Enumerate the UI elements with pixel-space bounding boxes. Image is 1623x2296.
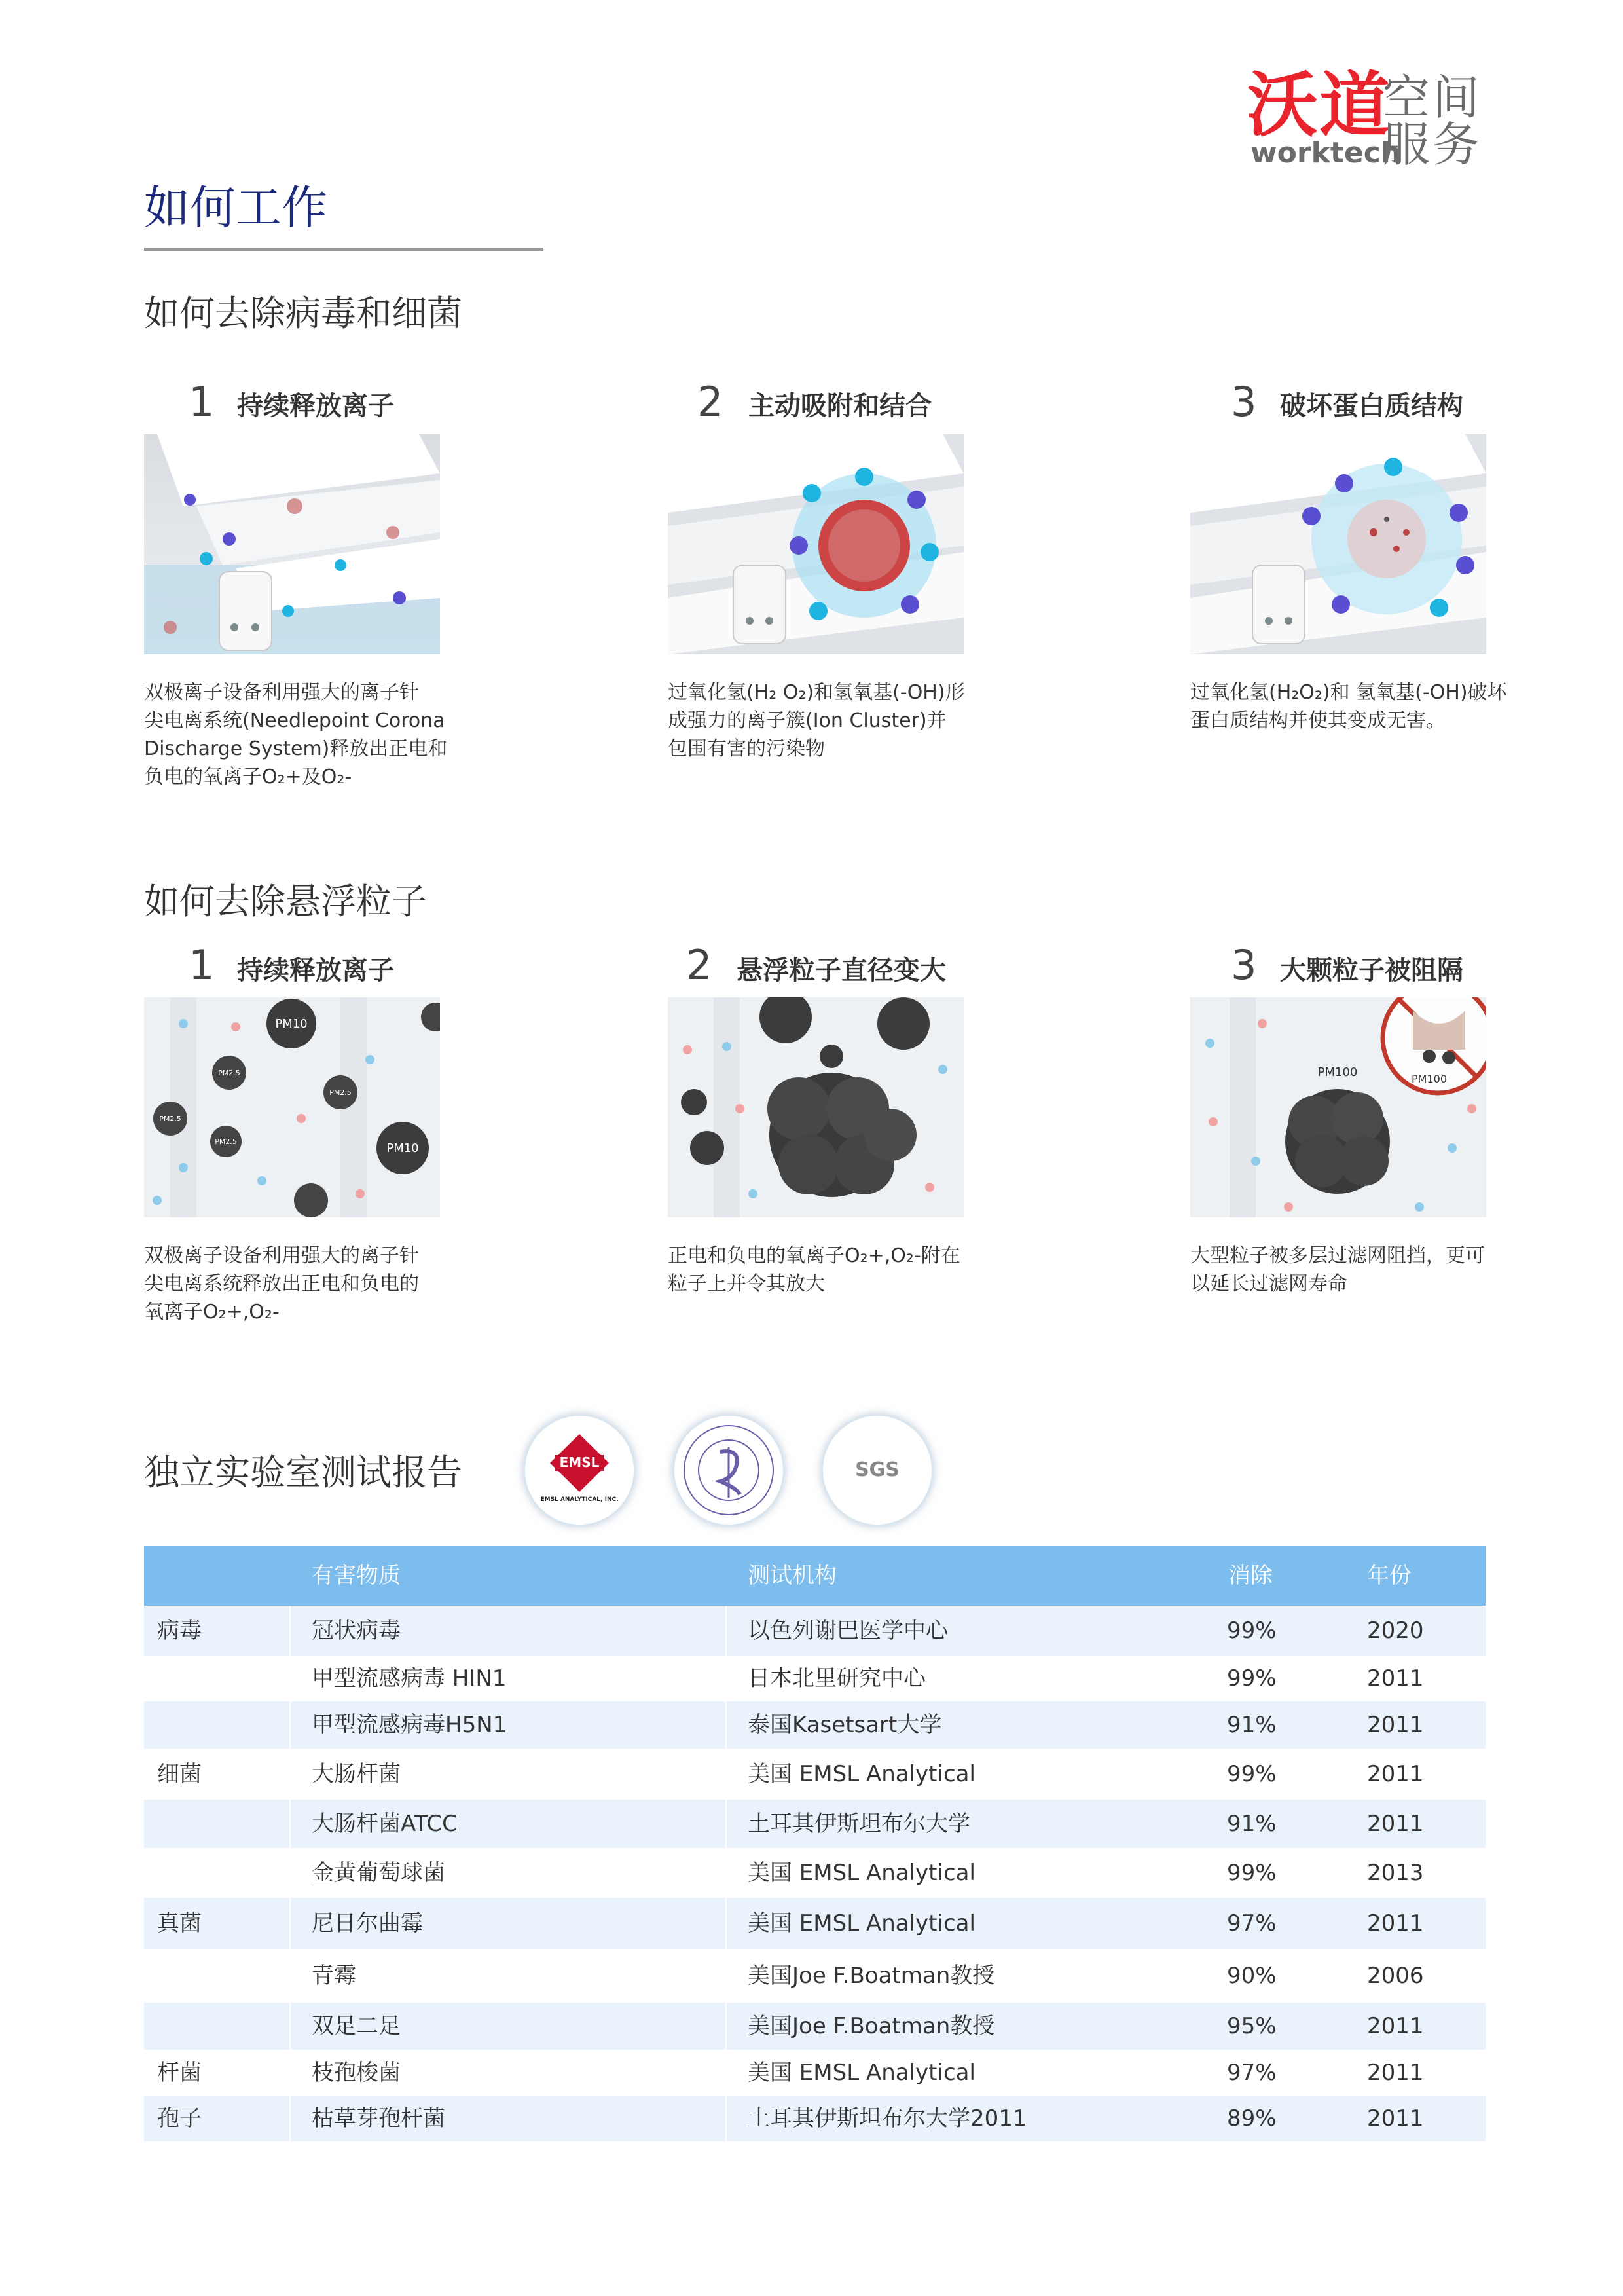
svg-text:PM2.5: PM2.5 [218, 1069, 240, 1077]
desc-line: 尖电离系统释放出正电和负电的 [144, 1272, 419, 1295]
virus-step3-image [1190, 434, 1486, 654]
cell-elimination: 91% [1227, 1712, 1277, 1738]
table-column-divider [725, 2096, 727, 2141]
cell-institute: 美国Joe F.Boatman教授 [748, 2013, 995, 2039]
sgs-logo [822, 1415, 933, 1526]
table-column-divider [725, 2003, 727, 2050]
particles-step2-number: 2 [686, 941, 712, 989]
desc-line: 粒子上并令其放大 [668, 1272, 825, 1295]
cell-year: 2011 [1367, 1712, 1424, 1738]
cell-substance: 大肠杆菌ATCC [312, 1811, 458, 1837]
header-year: 年份 [1367, 1563, 1412, 1589]
cell-elimination: 99% [1227, 1618, 1277, 1644]
particles-step1-label: 持续释放离子 [237, 955, 394, 986]
cell-year: 2006 [1367, 1963, 1424, 1989]
particles-step2-label: 悬浮粒子直径变大 [737, 955, 946, 986]
cell-elimination: 90% [1227, 1963, 1277, 1989]
table-column-divider [289, 1898, 291, 1949]
table-column-divider [289, 1606, 291, 1656]
particles-step3-image [1190, 997, 1486, 1217]
table-column-divider [725, 1800, 727, 1848]
cell-substance: 尼日尔曲霉 [312, 1910, 423, 1936]
cell-institute: 美国 EMSL Analytical [748, 1910, 976, 1936]
cell-institute: 日本北里研究中心 [748, 1665, 926, 1692]
table-column-divider [725, 1656, 727, 1701]
table-column-divider [289, 2003, 291, 2050]
cell-year: 2011 [1367, 1811, 1424, 1837]
table-column-divider [725, 1949, 727, 2003]
svg-text:PM2.5: PM2.5 [159, 1115, 181, 1123]
table-column-divider [725, 1749, 727, 1800]
cell-elimination: 99% [1227, 1761, 1277, 1787]
desc-line: 过氧化氢(H₂O₂)和 氢氧基(-OH)破坏 [1190, 681, 1507, 704]
cell-category: 细菌 [157, 1761, 202, 1787]
desc-line: 双极离子设备利用强大的离子针 [144, 681, 419, 704]
table-body [144, 1606, 1486, 2141]
logo-brand: 沃道 [1247, 65, 1392, 147]
table-row [144, 1800, 1486, 1848]
cell-year: 2011 [1367, 2060, 1424, 2086]
cell-category: 杆菌 [157, 2060, 202, 2086]
table-column-divider [725, 2050, 727, 2096]
virus-step2-label: 主动吸附和结合 [748, 391, 932, 421]
table-column-divider [289, 1800, 291, 1848]
title-underline [144, 248, 543, 251]
virus-step1-desc [144, 678, 447, 791]
desc-line: 以延长过滤网寿命 [1190, 1272, 1347, 1295]
desc-line: Discharge System)释放出正电和 [144, 737, 448, 760]
table-row [144, 1701, 1486, 1749]
virus-step1-label: 持续释放离子 [237, 391, 394, 421]
cell-institute: 美国 EMSL Analytical [748, 2060, 976, 2086]
header-substance: 有害物质 [312, 1563, 401, 1589]
desc-line: 过氧化氢(H₂ O₂)和氢氧基(-OH)形 [668, 681, 965, 704]
section-virus-title: 如何去除病毒和细菌 [144, 293, 462, 334]
table-row [144, 1606, 1486, 1656]
desc-line: 氧离子O₂+,O₂- [144, 1301, 280, 1324]
desc-line: 正电和负电的氧离子O₂+,O₂-附在 [668, 1244, 960, 1267]
cell-year: 2011 [1367, 1761, 1424, 1787]
svg-text:PM2.5: PM2.5 [215, 1138, 237, 1146]
lab-results-table [144, 1546, 1486, 2141]
desc-line: 双极离子设备利用强大的离子针 [144, 1244, 419, 1267]
emsl-logo [524, 1415, 635, 1526]
cell-substance: 大肠杆菌 [312, 1761, 401, 1787]
particles-step3-label: 大颗粒子被阻隔 [1280, 955, 1463, 986]
cell-year: 2011 [1367, 2105, 1424, 2132]
table-column-divider [289, 2050, 291, 2096]
svg-text:PM100: PM100 [1412, 1073, 1447, 1085]
page-title: 如何工作 [144, 181, 327, 234]
table-column-divider [289, 1701, 291, 1749]
desc-line: 大型粒子被多层过滤网阻挡，更可 [1190, 1244, 1485, 1267]
desc-line: 尖电离系统(Needlepoint Corona [144, 709, 445, 732]
particles-step3-desc [1190, 1242, 1485, 1298]
header-elimination: 消除 [1228, 1563, 1273, 1589]
virus-step3-number: 3 [1231, 378, 1257, 426]
cell-institute: 美国 EMSL Analytical [748, 1860, 976, 1886]
cell-year: 2013 [1367, 1860, 1424, 1886]
svg-text:EMSL: EMSL [559, 1454, 600, 1470]
table-column-divider [289, 2096, 291, 2141]
cell-substance: 青霉 [312, 1963, 356, 1989]
cell-year: 2011 [1367, 1910, 1424, 1936]
cell-institute: 美国Joe F.Boatman教授 [748, 1963, 995, 1989]
table-column-divider [289, 1848, 291, 1898]
desc-line: 包围有害的污染物 [668, 737, 825, 760]
table-row [144, 1949, 1486, 2003]
logo-line2: 服务 [1383, 117, 1483, 172]
cell-elimination: 89% [1227, 2105, 1277, 2132]
svg-text:PM2.5: PM2.5 [329, 1088, 352, 1097]
cell-substance: 金黄葡萄球菌 [312, 1860, 445, 1886]
virus-step3-desc [1190, 678, 1507, 735]
virus-step1-image [144, 434, 440, 654]
cell-institute: 以色列谢巴医学中心 [748, 1618, 948, 1644]
table-column-divider [289, 1749, 291, 1800]
cell-category: 孢子 [157, 2105, 202, 2132]
particles-step3-number: 3 [1231, 941, 1257, 989]
table-row [144, 2003, 1486, 2050]
table-column-divider [725, 1701, 727, 1749]
table-row [144, 1898, 1486, 1949]
particles-step2-image [668, 997, 964, 1217]
cell-institute: 泰国Kasetsart大学 [748, 1712, 942, 1738]
virus-step2-desc [668, 678, 965, 763]
table-column-divider [289, 1656, 291, 1701]
virus-step1-number: 1 [189, 378, 215, 426]
virus-step2-number: 2 [697, 378, 723, 426]
svg-text:PM10: PM10 [386, 1141, 419, 1155]
table-row [144, 1749, 1486, 1800]
cell-institute: 美国 EMSL Analytical [748, 1761, 976, 1787]
header-institute: 测试机构 [748, 1563, 837, 1589]
table-row [144, 2096, 1486, 2141]
cell-elimination: 99% [1227, 1860, 1277, 1886]
cell-elimination: 91% [1227, 1811, 1277, 1837]
cell-substance: 枯草芽孢杆菌 [312, 2105, 445, 2132]
cell-substance: 甲型流感病毒 HIN1 [312, 1665, 507, 1692]
logo-line1: 空间 [1383, 70, 1483, 125]
table-column-divider [725, 1848, 727, 1898]
svg-text:PM10: PM10 [275, 1017, 308, 1031]
cell-institute: 土耳其伊斯坦布尔大学 [748, 1811, 970, 1837]
cell-elimination: 95% [1227, 2013, 1277, 2039]
table-row [144, 1848, 1486, 1898]
table-column-divider [289, 1949, 291, 2003]
cell-year: 2020 [1367, 1618, 1424, 1644]
table-row [144, 2050, 1486, 2096]
cell-substance: 甲型流感病毒H5N1 [312, 1712, 507, 1738]
cell-category: 病毒 [157, 1618, 202, 1644]
particles-step1-number: 1 [189, 941, 215, 989]
particles-step1-desc [144, 1242, 419, 1326]
cell-substance: 双足二足 [312, 2013, 401, 2039]
logo-latin: worktech [1250, 136, 1402, 170]
virus-step2-image [668, 434, 964, 654]
section-particles-title: 如何去除悬浮粒子 [144, 881, 427, 922]
svg-text:EMSL ANALYTICAL, INC.: EMSL ANALYTICAL, INC. [540, 1496, 619, 1503]
table-column-divider [725, 1606, 727, 1656]
particles-step2-desc [668, 1242, 960, 1298]
cell-elimination: 97% [1227, 1910, 1277, 1936]
cell-substance: 冠状病毒 [312, 1618, 401, 1644]
desc-line: 成强力的离子簇(Ion Cluster)并 [668, 709, 947, 732]
virus-step3-label: 破坏蛋白质结构 [1280, 391, 1463, 421]
table-header [144, 1546, 1486, 1606]
cell-elimination: 97% [1227, 2060, 1277, 2086]
desc-line: 蛋白质结构并使其变成无害。 [1190, 709, 1446, 732]
svg-text:SGS: SGS [855, 1458, 900, 1481]
table-row [144, 1656, 1486, 1701]
medical-center-seal [673, 1415, 784, 1526]
cell-year: 2011 [1367, 1665, 1424, 1692]
cell-category: 真菌 [157, 1910, 202, 1936]
cell-substance: 枝孢梭菌 [312, 2060, 401, 2086]
section-lab-title: 独立实验室测试报告 [144, 1452, 462, 1493]
particles-step1-image [144, 997, 440, 1217]
cell-institute: 土耳其伊斯坦布尔大学2011 [748, 2105, 1027, 2132]
cell-elimination: 99% [1227, 1665, 1277, 1692]
table-column-divider [725, 1898, 727, 1949]
svg-text:PM100: PM100 [1317, 1065, 1358, 1079]
cell-year: 2011 [1367, 2013, 1424, 2039]
desc-line: 负电的氧离子O₂+及O₂- [144, 766, 352, 788]
